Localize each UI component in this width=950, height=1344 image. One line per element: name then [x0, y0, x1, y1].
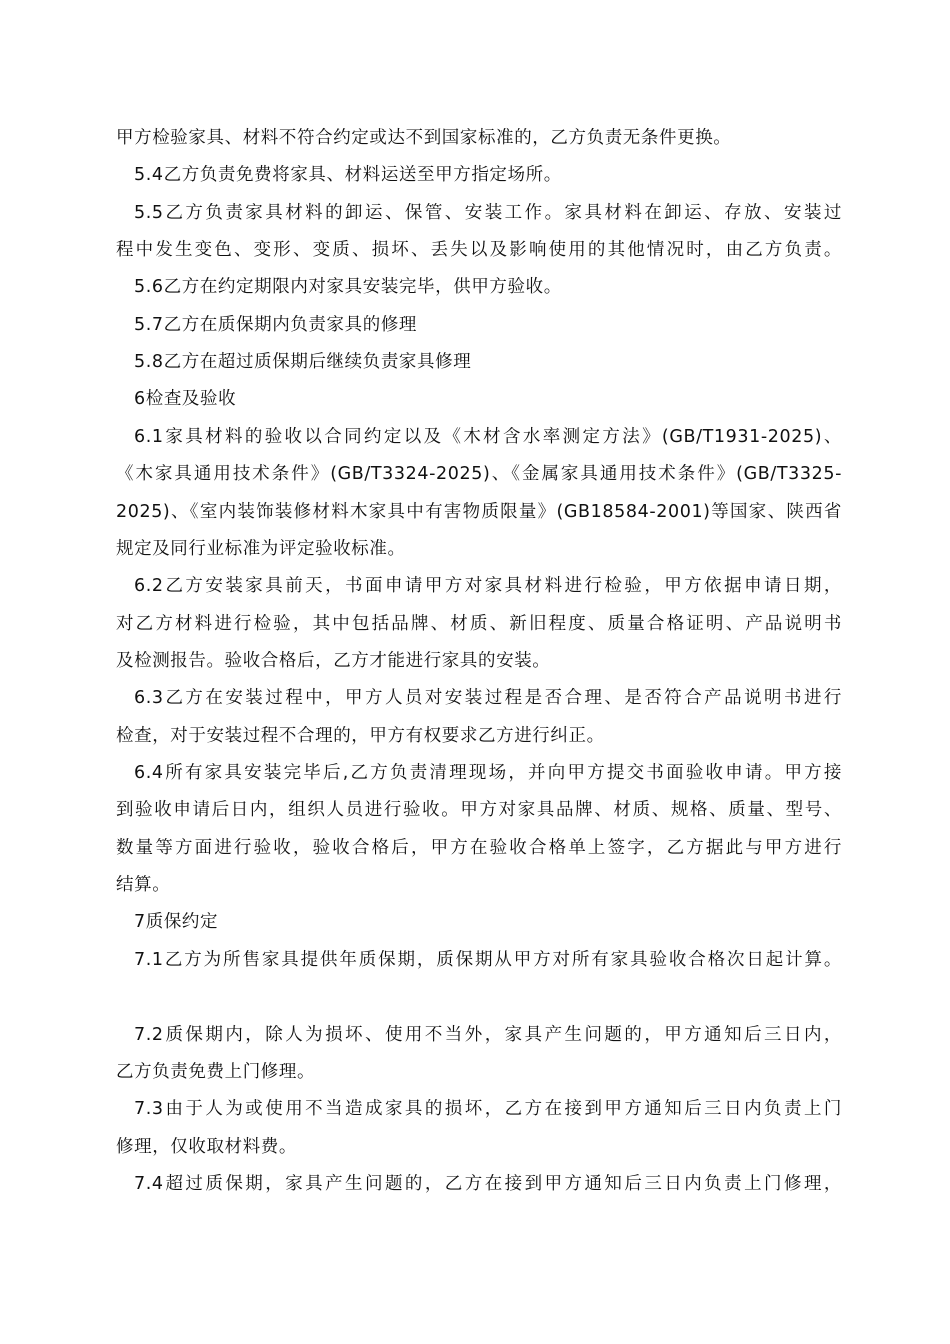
clause-6-1-continued: 规定及同行业标准为评定验收标准。 — [116, 539, 406, 559]
paragraph-line: 甲方检验家具、材料不符合约定或达不到国家标准的，乙方负责无条件更换。 — [116, 128, 732, 148]
clause-7-4: 7.4超过质保期，家具产生问题的，乙方在接到甲方通知后三日内负责上门修理， — [134, 1174, 842, 1194]
clause-6-1: 6.1家具材料的验收以合同约定以及《木材含水率测定方法》(GB/T1931-2025)、 — [134, 427, 842, 447]
clause-6-3-continued: 检查，对于安装过程不合理的，甲方有权要求乙方进行纠正。 — [116, 726, 605, 746]
clause-5-8: 5.8乙方在超过质保期后继续负责家具修理 — [134, 352, 472, 372]
clause-6-1-continued: 《木家具通用技术条件》(GB/T3324-2025)、《金属家具通用技术条件》(GB/T3325- — [116, 464, 842, 484]
clause-6-2: 6.2乙方安装家具前天，书面申请甲方对家具材料进行检验，甲方依据申请日期， — [134, 576, 842, 596]
clause-5-7: 5.7乙方在质保期内负责家具的修理 — [134, 315, 418, 335]
section-heading-7: 7质保约定 — [134, 912, 219, 932]
clause-6-1-continued: 2025)、《室内装饰装修材料木家具中有害物质限量》(GB18584-2001)等国家、陕西省 — [116, 502, 842, 522]
clause-5-6: 5.6乙方在约定期限内对家具安装完毕，供甲方验收。 — [134, 277, 562, 297]
section-heading-6: 6检查及验收 — [134, 389, 237, 409]
clause-5-4: 5.4乙方负责免费将家具、材料运送至甲方指定场所。 — [134, 165, 562, 185]
clause-7-3: 7.3由于人为或使用不当造成家具的损坏，乙方在接到甲方通知后三日内负责上门 — [134, 1099, 842, 1119]
clause-7-2-continued: 乙方负责免费上门修理。 — [116, 1062, 316, 1082]
clause-6-4-continued: 数量等方面进行验收，验收合格后，甲方在验收合格单上签字，乙方据此与甲方进行 — [116, 838, 842, 858]
clause-6-2-continued: 及检测报告。验收合格后，乙方才能进行家具的安装。 — [116, 651, 551, 671]
clause-6-3: 6.3乙方在安装过程中，甲方人员对安装过程是否合理、是否符合产品说明书进行 — [134, 688, 842, 708]
clause-5-5-continued: 程中发生变色、变形、变质、损坏、丢失以及影响使用的其他情况时，由乙方负责。 — [116, 240, 842, 260]
clause-6-2-continued: 对乙方材料进行检验，其中包括品牌、材质、新旧程度、质量合格证明、产品说明书 — [116, 614, 842, 634]
clause-6-4: 6.4所有家具安装完毕后,乙方负责清理现场，并向甲方提交书面验收申请。甲方接 — [134, 763, 842, 783]
clause-5-5: 5.5乙方负责家具材料的卸运、保管、安装工作。家具材料在卸运、存放、安装过 — [134, 203, 842, 223]
clause-7-2: 7.2质保期内，除人为损坏、使用不当外，家具产生问题的，甲方通知后三日内， — [134, 1025, 842, 1045]
clause-6-4-continued: 结算。 — [116, 875, 171, 895]
clause-7-3-continued: 修理，仅收取材料费。 — [116, 1137, 297, 1157]
clause-6-4-continued: 到验收申请后日内，组织人员进行验收。甲方对家具品牌、材质、规格、质量、型号、 — [116, 800, 842, 820]
clause-7-1: 7.1乙方为所售家具提供年质保期，质保期从甲方对所有家具验收合格次日起计算。 — [134, 950, 842, 970]
